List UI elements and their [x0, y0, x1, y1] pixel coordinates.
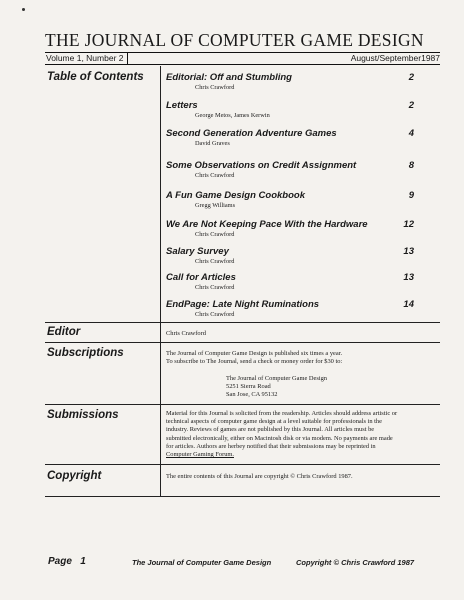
toc-entry-page: 2 — [408, 72, 414, 83]
toc-entry[interactable] — [166, 72, 414, 92]
stray-mark — [22, 8, 25, 11]
toc-entry-author: George Metos, James Kerwin — [195, 112, 270, 119]
address-line: San Jose, CA 95132 — [226, 391, 278, 399]
column-divider — [160, 66, 161, 496]
address-line: 5251 Sierra Road — [226, 383, 271, 391]
address-line: The Journal of Computer Game Design — [226, 375, 327, 382]
issue-date: August/September1987 — [350, 53, 440, 63]
copyright-statement: The entire contents of this Journal are copyright © Chris Crawford 1987. — [166, 473, 353, 480]
toc-entry-title: Letters — [166, 100, 198, 111]
toc-entry-page: 8 — [408, 160, 414, 171]
copyright-label: Copyright — [47, 470, 102, 482]
rule-submissions-copyright — [45, 464, 440, 465]
toc-entry-author: Chris Crawford — [195, 231, 235, 238]
subscriptions-line: The Journal of Computer Game Design is published six times a year. — [166, 350, 343, 357]
toc-heading: Table of Contents — [47, 71, 144, 83]
toc-entry[interactable] — [166, 160, 414, 180]
editor-name — [166, 330, 426, 338]
submissions-line: submitted electronically, either on Macintosh disk or via modem. No payments are made — [166, 434, 393, 442]
toc-entry[interactable] — [166, 219, 414, 239]
toc-entry-page: 9 — [408, 190, 414, 201]
toc-entry-page: 4 — [408, 128, 414, 139]
toc-entry-title: We Are Not Keeping Pace With the Hardware — [166, 219, 368, 230]
toc-entry[interactable] — [166, 190, 414, 210]
rule-toc-editor — [45, 322, 440, 323]
subscriptions-label: Subscriptions — [47, 347, 124, 359]
masthead — [45, 30, 440, 65]
submissions-line: for articles. Authors are herbey notified that their submissions may be reprinted in — [166, 442, 376, 450]
toc-entry-author: Chris Crawford — [195, 84, 235, 91]
toc-entry[interactable] — [166, 272, 414, 292]
footer-journal-name: The Journal of Computer Game Design — [132, 558, 272, 567]
toc-entry-author: David Graves — [195, 140, 230, 147]
toc-entry-title: Second Generation Adventure Games — [166, 128, 337, 139]
toc-entry-author: Gregg Williams — [195, 202, 236, 209]
journal-title: THE JOURNAL OF COMPUTER GAME DESIGN — [45, 30, 424, 50]
subscriptions-line: To subscribe to The Journal, send a check or money order for $30 to: — [166, 358, 343, 366]
toc-entry[interactable] — [166, 128, 414, 148]
subscription-address — [226, 375, 406, 400]
submissions-line: Material for this Journal is solicited from the readership. Articles should address artistic or — [166, 410, 398, 417]
submissions-line: industry. Reviews of games are not published by this Journal. All articles must be — [166, 426, 375, 434]
computer-gaming-forum-link: Computer Gaming Forum. — [166, 451, 234, 459]
toc-entry-page: 13 — [403, 246, 414, 257]
toc-entry-title: Editorial: Off and Stumbling — [166, 72, 292, 83]
copyright-text — [166, 473, 426, 481]
footer-page-number: Page 1 — [48, 556, 86, 567]
toc-entry-title: A Fun Game Design Cookbook — [166, 190, 305, 201]
issue-bar — [45, 52, 440, 65]
editor-name-text: Chris Crawford — [166, 330, 206, 337]
submissions-label: Submissions — [47, 409, 119, 421]
toc-entry-author: Chris Crawford — [195, 258, 235, 265]
rule-bottom — [45, 496, 440, 497]
submissions-line: technical aspects of computer game design at a level suitable for professionals in the — [166, 418, 382, 426]
toc-entry-page: 12 — [403, 219, 414, 230]
toc-entry[interactable] — [166, 100, 414, 120]
subscriptions-text — [166, 350, 426, 366]
toc-entry-title: Some Observations on Credit Assignment — [166, 160, 357, 171]
toc-entry-page: 13 — [403, 272, 414, 283]
toc-entry-title: Call for Articles — [166, 272, 236, 283]
toc-entry-author: Chris Crawford — [195, 311, 235, 318]
toc-entry-page: 14 — [403, 299, 414, 310]
toc-entry[interactable] — [166, 246, 414, 266]
rule-subscriptions-submissions — [45, 404, 440, 405]
volume-number: Volume 1, Number 2 — [45, 53, 128, 64]
toc-entry-page: 2 — [408, 100, 414, 111]
toc-entry-author: Chris Crawford — [195, 172, 235, 179]
submissions-text — [166, 410, 426, 459]
toc-entry-title: EndPage: Late Night Ruminations — [166, 299, 320, 310]
rule-editor-subscriptions — [45, 342, 440, 343]
editor-label: Editor — [47, 326, 81, 338]
footer-copyright: Copyright © Chris Crawford 1987 — [296, 558, 415, 567]
toc-entry[interactable] — [166, 299, 414, 319]
toc-entry-author: Chris Crawford — [195, 284, 235, 291]
toc-entry-title: Salary Survey — [166, 246, 229, 257]
